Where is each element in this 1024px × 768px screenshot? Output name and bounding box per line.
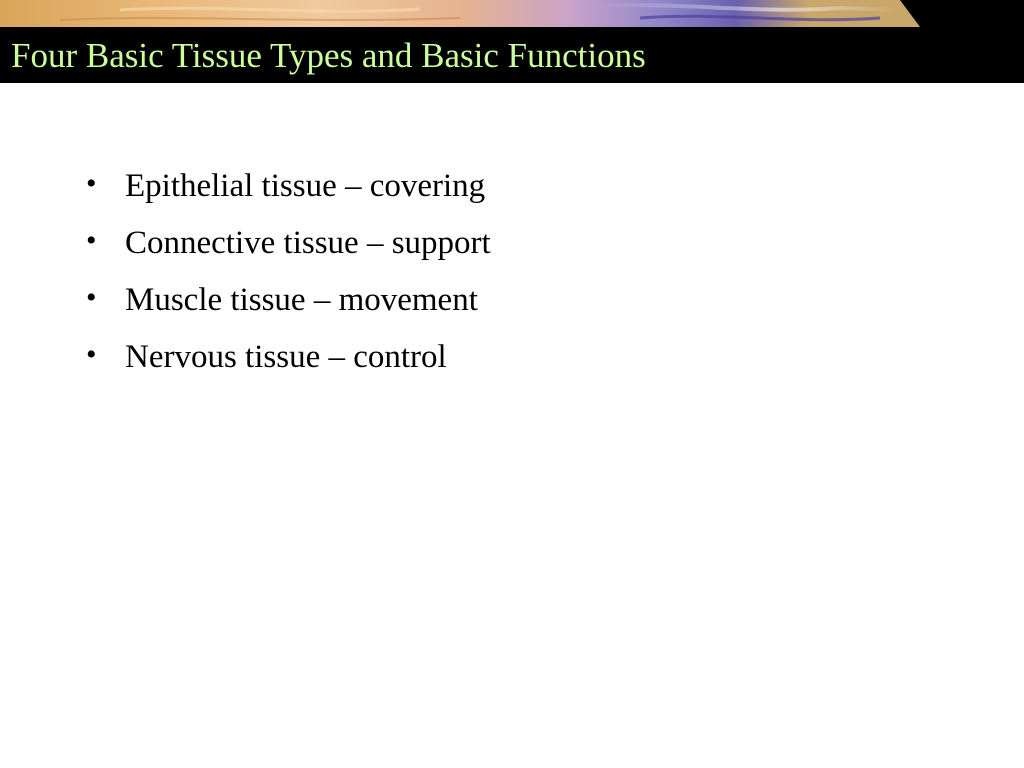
bullet-text: Epithelial tissue – covering — [125, 168, 486, 204]
header-image-strip — [0, 0, 1024, 27]
list-item — [86, 164, 491, 221]
list-item — [86, 221, 491, 278]
list-item — [86, 335, 491, 392]
bullet-text: Connective tissue – support — [125, 225, 491, 261]
tissue-micrograph-banner — [0, 0, 1024, 27]
bullet-text: Muscle tissue – movement — [125, 282, 478, 318]
bullet-icon: • — [86, 224, 97, 257]
bullet-text: Nervous tissue – control — [125, 339, 447, 375]
bullet-icon: • — [86, 338, 97, 371]
bullet-list — [86, 164, 491, 392]
bullet-icon: • — [86, 281, 97, 314]
slide-title: Four Basic Tissue Types and Basic Functions — [11, 36, 646, 75]
list-item — [86, 278, 491, 335]
bullet-icon: • — [86, 167, 97, 200]
